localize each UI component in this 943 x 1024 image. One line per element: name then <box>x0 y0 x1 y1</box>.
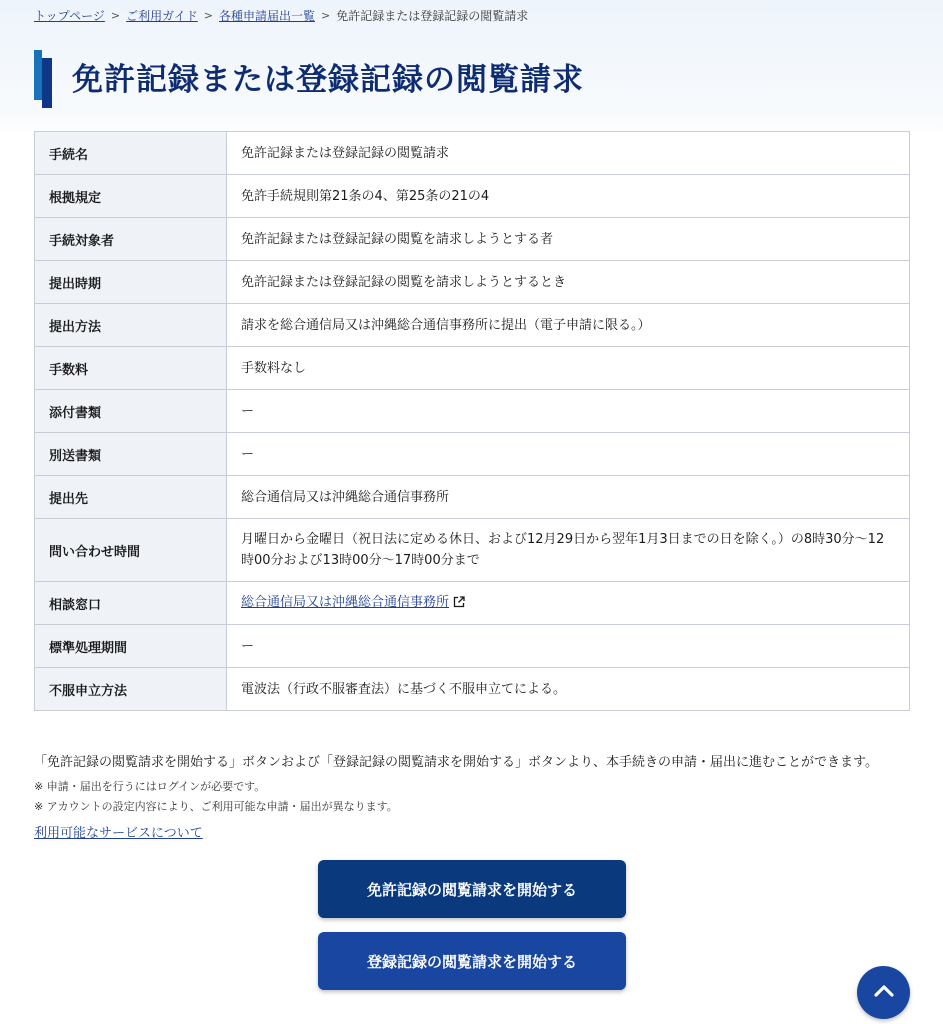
table-row <box>35 519 910 582</box>
table-row <box>35 261 910 304</box>
table-row <box>35 304 910 347</box>
breadcrumb-link-list[interactable]: 各種申請届出一覧 <box>219 8 316 23</box>
chevron-right-icon: > <box>203 8 213 22</box>
row-value: 免許手続規則第21条の4、第25条の21の4 <box>227 175 910 218</box>
chevron-right-icon: > <box>110 8 121 22</box>
table-row <box>35 132 910 175</box>
table-row <box>35 347 910 390</box>
row-value: 手数料なし <box>227 347 910 390</box>
available-services-link[interactable]: 利用可能なサービスについて <box>34 826 203 841</box>
table-row <box>35 625 910 668</box>
table-row <box>35 433 910 476</box>
table-row <box>35 582 910 625</box>
row-value: 請求を総合通信局又は沖縄総合通信事務所に提出（電子申請に限る。） <box>227 304 910 347</box>
breadcrumb-link-top[interactable]: トップページ <box>34 8 105 23</box>
external-link-icon[interactable] <box>453 594 465 615</box>
breadcrumb-link-guide[interactable]: ご利用ガイド <box>126 8 198 23</box>
page-title: 免許記録または登録記録の閲覧請求 <box>72 62 584 98</box>
row-value: ー <box>227 433 910 476</box>
table-row <box>35 218 910 261</box>
row-value <box>227 582 910 625</box>
row-label: 添付書類 <box>35 390 227 433</box>
row-label: 問い合わせ時間 <box>35 519 227 582</box>
row-label: 手続対象者 <box>35 218 227 261</box>
row-value: ー <box>227 625 910 668</box>
row-label: 手続名 <box>35 132 227 175</box>
row-label: 別送書類 <box>35 433 227 476</box>
row-value: 月曜日から金曜日（祝日法に定める休日、および12月29日から翌年1月3日までの日を除く。）の8時30分〜12時00分および13時00分〜17時00分まで <box>227 519 910 582</box>
row-value: 総合通信局又は沖縄総合通信事務所 <box>227 476 910 519</box>
lead-text: 「免許記録の閲覧請求を開始する」ボタンおよび「登録記録の閲覧請求を開始する」ボタンより、本手続きの申請・届出に進むことができます。 <box>34 755 878 770</box>
row-label: 提出時期 <box>35 261 227 304</box>
chevron-right-icon: > <box>321 8 331 22</box>
row-label: 根拠規定 <box>35 175 227 218</box>
consultation-office-link[interactable]: 総合通信局又は沖縄総合通信事務所 <box>241 594 450 610</box>
row-label: 提出先 <box>35 476 227 519</box>
procedure-info-table <box>34 131 910 711</box>
note-account-settings: ※ アカウントの設定内容により、ご利用可能な申請・届出が異なります。 <box>34 800 398 813</box>
row-value: 免許記録または登録記録の閲覧請求 <box>227 132 910 175</box>
breadcrumb-current: 免許記録または登録記録の閲覧請求 <box>336 8 529 23</box>
table-row <box>35 175 910 218</box>
chevron-up-icon <box>871 978 897 1007</box>
row-value: 免許記録または登録記録の閲覧を請求しようとする者 <box>227 218 910 261</box>
breadcrumb <box>34 6 528 24</box>
table-row <box>35 390 910 433</box>
row-value: ー <box>227 390 910 433</box>
note-login-required: ※ 申請・届出を行うにはログインが必要です。 <box>34 780 266 793</box>
row-label: 標準処理期間 <box>35 625 227 668</box>
row-label: 不服申立方法 <box>35 668 227 711</box>
start-registration-record-request-button[interactable]: 登録記録の閲覧請求を開始する <box>318 932 626 990</box>
table-row <box>35 668 910 711</box>
row-label: 提出方法 <box>35 304 227 347</box>
table-row <box>35 476 910 519</box>
row-label: 手数料 <box>35 347 227 390</box>
back-to-top-button[interactable] <box>857 966 910 1019</box>
row-value: 免許記録または登録記録の閲覧を請求しようとするとき <box>227 261 910 304</box>
title-accent-bar <box>34 50 54 108</box>
row-label: 相談窓口 <box>35 582 227 625</box>
start-license-record-request-button[interactable]: 免許記録の閲覧請求を開始する <box>318 860 626 918</box>
row-value: 電波法（行政不服審査法）に基づく不服申立てによる。 <box>227 668 910 711</box>
